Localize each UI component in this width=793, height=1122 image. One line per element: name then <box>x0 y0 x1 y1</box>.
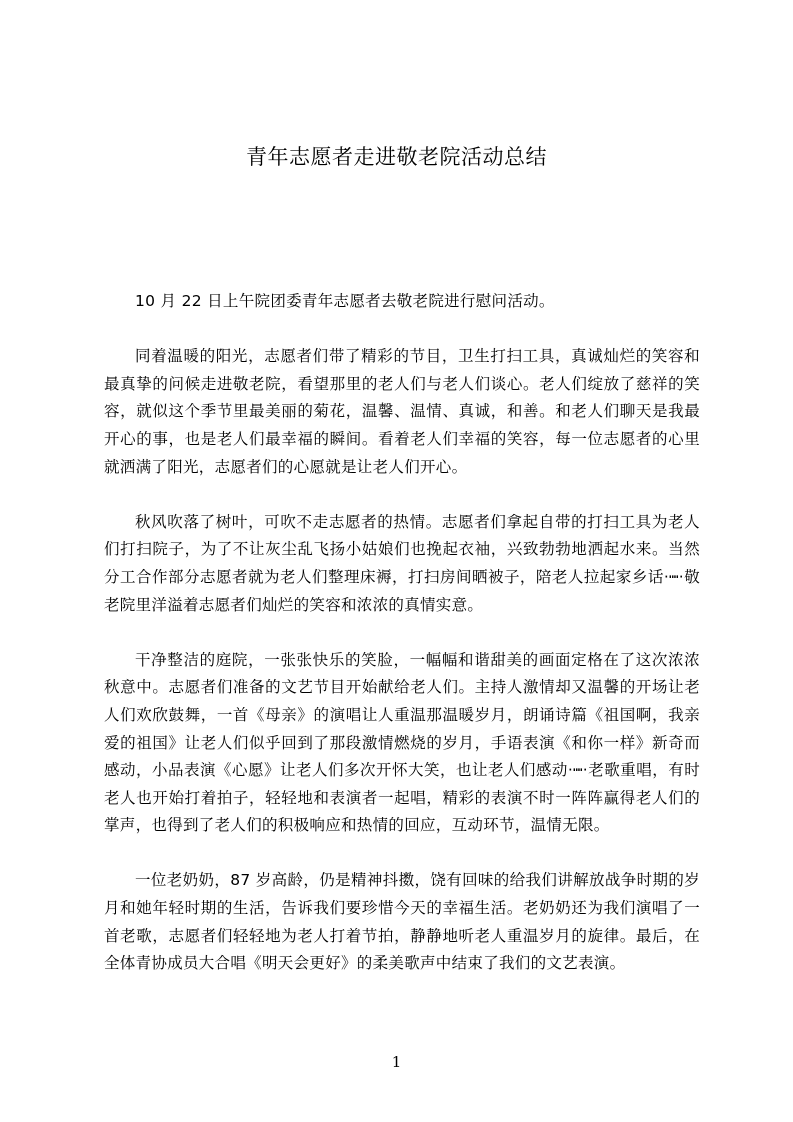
paragraph-performance: 干净整洁的庭院，一张张快乐的笑脸，一幅幅和谐甜美的画面定格在了这次浓浓秋意中。志愿者们准备的文艺节目开始献给老人们。主持人激情却又温馨的开场让老人们欢欣鼓舞，一首《母亲》的演唱让人重温那温暖岁月，朗诵诗篇《祖国啊，我亲爱的祖国》让老人们似乎回到了那段激情燃烧的岁月，手语表演《和你一样》新奇而感动，小品表演《心愿》让老人们多次开怀大笑，也让老人们感动·┉·老歌重唱，有时老人也开始打着拍子，轻轻地和表演者一起唱，精彩的表演不时一阵阵赢得老人们的掌声，也得到了老人们的积极响应和热情的回应，互动环节，温情无限。 <box>104 650 700 835</box>
document-title: 青年志愿者走进敬老院活动总结 <box>246 145 547 169</box>
document-body <box>104 288 700 978</box>
paragraph-intro: 10 月 22 日上午院团委青年志愿者去敬老院进行慰问活动。 <box>135 292 555 310</box>
paragraph-grandmother: 一位老奶奶，87 岁高龄，仍是精神抖擞，饶有回味的给我们讲解放战争时期的岁月和她年轻时期的生活，告诉我们要珍惜今天的幸福生活。老奶奶还为我们演唱了一首老歌，志愿者们轻轻地为老人打着节拍，静静地听老人重温岁月的旋律。最后，在全体青协成员大合唱《明天会更好》的柔美歌声中结束了我们的文艺表演。 <box>104 871 700 973</box>
paragraph-cleaning: 秋风吹落了树叶，可吹不走志愿者的热情。志愿者们拿起自带的打扫工具为老人们打扫院子，为了不让灰尘乱飞扬小姑娘们也挽起衣袖，兴致勃勃地洒起水来。当然分工合作部分志愿者就为老人们整理床褥，打扫房间晒被子，陪老人拉起家乡话·┉·敬老院里洋溢着志愿者们灿烂的笑容和浓浓的真情实意。 <box>104 512 700 614</box>
page-number: 1 <box>391 1053 402 1071</box>
paragraph-visit: 同着温暖的阳光，志愿者们带了精彩的节目，卫生打扫工具，真诚灿烂的笑容和最真挚的问候走进敬老院，看望那里的老人们与老人们谈心。老人们绽放了慈祥的笑容，就似这个季节里最美丽的菊花，温馨、温情、真诚，和善。和老人们聊天是我最开心的事，也是老人们最幸福的瞬间。看着老人们幸福的笑容，每一位志愿者的心里就洒满了阳光，志愿者们的心愿就是让老人们开心。 <box>104 347 700 476</box>
